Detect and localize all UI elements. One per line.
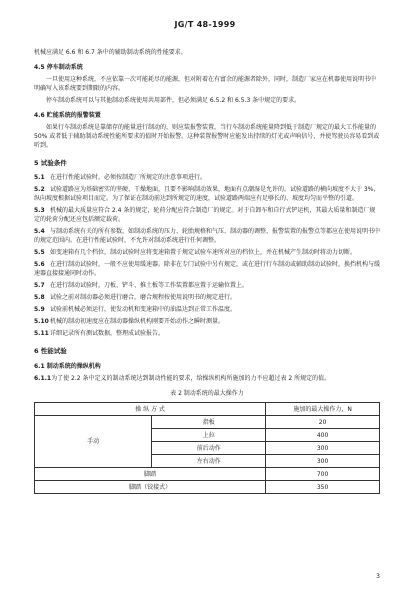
paragraph: 如果行车制动系统是靠储存的能量进行制动的，则应装报警装置，当行车制动系统能量降到低于制造厂规定的最大工作能量的 50% 或者低于辅助制动系统性能所要求的值时开始报警。这种装置报警时应能发出持续的灯光或声响信号，并使驾驶员容易看到或听到。 [34, 124, 380, 149]
table-row [35, 416, 380, 429]
table-cell-value: 300 [266, 442, 380, 455]
table-header-force: 施加的最大操作力，N [266, 403, 380, 416]
test-item: 5.1 在进行性能试验时，必须按制造厂所规定的注意事项进行。 [34, 174, 207, 181]
table-cell-mode: 脚踏 [35, 468, 266, 481]
test-item: 5.8 试验之前对制动器必须进行磨合，磨合规程按使用说明书的规定进行。 [34, 294, 237, 301]
test-item: 5.2 试验道路应为基础密实的坚硬、干燥地面，且要不影响制动效果，地面有点潮湿是允许的。试验道路的横向坡度不大于 3%，纵向坡度根据试验项目而定。为了保证在制动前达到所规定的速度，试验道路两端应有足够长的、坡度均匀而平整的引道。 [34, 186, 380, 202]
table-cell-value: 350 [266, 481, 380, 494]
section-5-test-conditions [34, 159, 380, 338]
test-item: 5.4 与制动系统有关的所有参数，如制动系统的压力、轮胎规格和气压、制动器的调整、报警装置的报警点等都应在使用说明书中的规定范围内。在进行性能试验时，不允许对制动系统进行任何调整。 [34, 228, 381, 244]
table-cell-sub: 指板 [152, 416, 266, 429]
test-item: 5.11详细记录所有测试数据，整理成试验报告。 [34, 330, 165, 337]
section-6-performance [34, 347, 380, 383]
section-4-5 [34, 63, 380, 105]
max-operating-force-table [34, 402, 380, 494]
test-item: 5.10机械的制动初速度应在制动器操纵机构刚要开始动作之瞬时测量。 [34, 318, 225, 325]
table-cell-sub: 前后动作 [152, 442, 266, 455]
table-title: 表 2 制动系统的最大操作力 [170, 390, 244, 397]
table-row [35, 468, 380, 481]
paragraph: 一旦使用这种系统，不应依靠一次可能耗尽的能源，但对附着在有富余的能源者除外，同时，制造厂家应在机器使用说明书中明确写入该系统要到期限的内容。 [34, 76, 377, 92]
sub-heading: 6.1 制动系统的操纵机构 [34, 363, 101, 370]
section-heading: 4.5 停车制动系统 [34, 64, 83, 71]
table-header-mode: 操 纵 方 式 [35, 403, 266, 416]
table-cell-value: 20 [266, 416, 380, 429]
section-heading: 5 试验条件 [34, 159, 67, 167]
page-number: 3 [376, 573, 380, 580]
performance-item: 6.1.1为了使 2.2 条中定义的制动系统达到制动性能的要求，给操纵机构所施加的力不应超过表 2 所规定的值。 [34, 375, 331, 382]
test-item: 5.5 如变速箱有几个档位，制动试验时应将变速箱置于规定试验车速所对应的档位上，并在机械产生制动时将动力切断。 [34, 249, 357, 256]
table-cell-sub: 上拉 [152, 429, 266, 442]
paragraph: 停车制动系统可以与其他制动系统使用共用部件，但必须满足 6.5.2 和 6.5.3 条中规定的要求。 [46, 97, 301, 104]
test-item: 5.6 在进行制动试验时，一般不应使用缓速器。除非在专门试验中另有规定，或在进行行车制动或辅助制动试验时，换挡机构与缓速器直接接通同时动作。 [34, 261, 381, 277]
table-header-row [35, 403, 380, 416]
table-cell-value: 300 [266, 455, 380, 468]
section-heading: 6 性能试验 [34, 347, 67, 355]
table-row [35, 481, 380, 494]
test-item: 5.7 在进行制动试验时，刀板、铲斗、推土板等工作装置都应置于运输位置上。 [34, 282, 249, 289]
document-page [34, 48, 380, 494]
section-heading: 4.6 贮能系统的报警装置 [34, 112, 101, 119]
section-4-6 [34, 111, 380, 150]
test-item: 5.9 试验前机械必须运行，使发动机和变速箱中的油温达到正常工作温度。 [34, 306, 237, 313]
table-cell-sub: 左右动作 [152, 455, 266, 468]
intro-line: 机械应满足 6.6 和 6.7 条中的辅助制动系统的性能要求。 [34, 49, 187, 56]
test-item: 5.3 机械的最大质量应符合 2.4 条的规定，轮荷分配应符合制造厂的规定。对于自卸车和自行式铲运机，其最大质量和制造厂规定的轮荷分配还应包括额定载荷。 [34, 207, 376, 223]
table-cell-value: 700 [266, 468, 380, 481]
table-cell-value: 400 [266, 429, 380, 442]
document-code-header: JG/T 48-1999 [174, 20, 236, 29]
table-cell-mode: 脚踏（铰接式） [35, 481, 266, 494]
table-cell-mode: 手动 [35, 416, 152, 468]
